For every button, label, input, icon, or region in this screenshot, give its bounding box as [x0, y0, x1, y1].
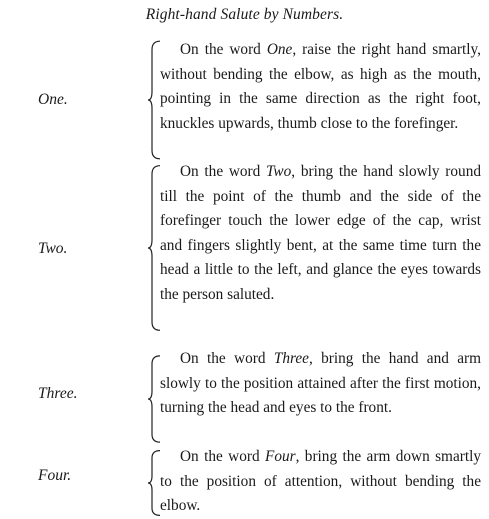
step-keyword: Two	[266, 163, 292, 180]
step-one	[0, 38, 489, 163]
step-label: Two.	[38, 240, 68, 257]
curly-brace-icon	[147, 450, 161, 516]
step-three	[0, 347, 489, 447]
step-keyword: Four	[264, 448, 296, 465]
step-four	[0, 445, 489, 519]
step-label: One.	[38, 91, 68, 108]
step-text: On the word One, raise the right hand smartly, without bending the elbow, as high as the mouth, pointing in the same direction as the right foot, knuckles upwards, thumb close to the forefinger.	[160, 41, 482, 132]
step-keyword: Three	[273, 350, 309, 367]
curly-brace-icon	[147, 164, 161, 332]
curly-brace-icon	[147, 355, 161, 443]
step-label: Three.	[38, 385, 78, 402]
step-text: On the word Three, bring the hand and arm slowly to the position attained after the first motion, turning the head and eyes to the front.	[160, 350, 481, 416]
step-keyword: One	[266, 41, 293, 58]
curly-brace-icon	[147, 40, 161, 160]
step-label: Four.	[38, 467, 72, 484]
section-title: Right-hand Salute by Numbers.	[145, 6, 344, 23]
step-text: On the word Four, bring the arm down smartly to the position of attention, without bending the elbow.	[160, 448, 481, 514]
step-two	[0, 160, 489, 335]
step-text: On the word Two, bring the hand slowly round till the point of the thumb and the side of the forefinger touch the lower edge of the cap, wrist and fingers slightly bent, at the same time turn the head a little to the left, and glance the eyes towards the person saluted.	[160, 163, 481, 303]
